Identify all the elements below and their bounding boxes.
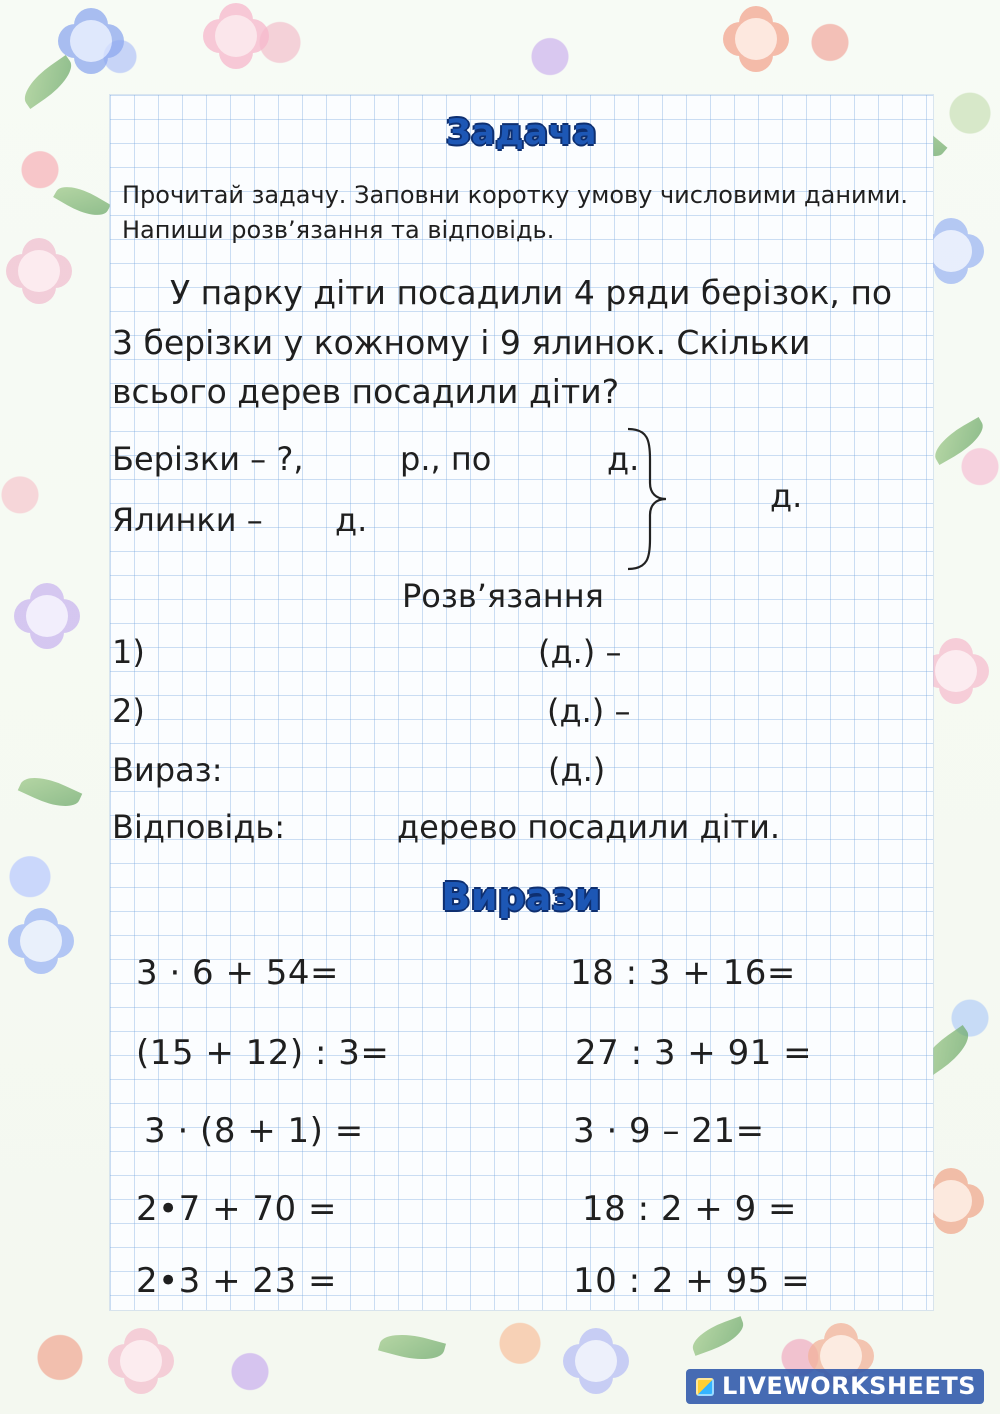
liveworksheets-logo — [686, 1369, 984, 1404]
trees-unit-birch: д. — [607, 440, 640, 478]
flower-decoration — [930, 230, 972, 272]
flower-decoration — [18, 250, 60, 292]
total-unit: д. — [770, 477, 803, 515]
flower-decoration — [20, 920, 62, 962]
liveworksheets-logo-icon — [696, 1378, 714, 1396]
answer-text: дерево посадили діти. — [397, 808, 781, 846]
expression-label: Вираз: — [112, 751, 223, 789]
right-expression-1: 18 : 3 + 16= — [570, 953, 796, 993]
flower-decoration — [735, 18, 777, 60]
leaf-decoration — [53, 178, 111, 224]
expression-unit: (д.) — [548, 751, 606, 789]
problem-text — [112, 268, 922, 417]
right-expression-4: 18 : 2 + 9 = — [582, 1189, 797, 1229]
problem-sentence: У парку діти посадили 4 ряди берізок, по 3 берізки у кожному і 9 ялинок. Скільки всього дерев посадили діти? — [112, 273, 893, 411]
total-brace — [620, 425, 670, 573]
leaf-decoration — [17, 55, 80, 109]
graph-paper-sheet — [110, 95, 933, 1310]
instruction-text: Прочитай задачу. Заповни коротку умову числовими даними. Напиши розв’язання та відповідь. — [122, 181, 908, 244]
step-one-unit: (д.) – — [538, 633, 622, 671]
left-expression-5: 2•3 + 23 = — [136, 1261, 337, 1301]
left-expression-2: (15 + 12) : 3= — [136, 1033, 390, 1073]
step-one-label: 1) — [112, 633, 145, 671]
rows-label: р., по — [400, 440, 492, 478]
task-title: Задача — [445, 113, 597, 153]
flower-decoration — [26, 595, 68, 637]
trees-unit-fir: д. — [335, 501, 368, 539]
leaf-decoration — [378, 1327, 446, 1367]
left-expression-4: 2•7 + 70 = — [136, 1189, 337, 1229]
flower-decoration — [120, 1340, 162, 1382]
left-expression-1: 3 · 6 + 54= — [136, 953, 340, 993]
flower-decoration — [575, 1340, 617, 1382]
birch-label: Берізки – ?, — [112, 440, 304, 478]
liveworksheets-brand: LIVEWORKSHEETS — [722, 1372, 976, 1400]
step-two-label: 2) — [112, 692, 145, 730]
leaf-decoration — [928, 417, 989, 465]
brace-shape — [628, 429, 666, 569]
right-expression-5: 10 : 2 + 95 = — [573, 1261, 811, 1301]
right-expression-2: 27 : 3 + 91 = — [575, 1033, 813, 1073]
solution-heading: Розв’язання — [402, 577, 604, 615]
leaf-decoration — [18, 768, 83, 815]
answer-label: Відповідь: — [112, 808, 285, 846]
flower-decoration — [70, 20, 112, 62]
flower-decoration — [215, 15, 257, 57]
fir-label: Ялинки – — [112, 501, 263, 539]
expressions-title: Вирази — [441, 875, 602, 919]
flower-decoration — [935, 650, 977, 692]
flower-decoration — [930, 1180, 972, 1222]
right-expression-3: 3 · 9 – 21= — [573, 1111, 765, 1151]
leaf-decoration — [688, 1316, 748, 1356]
left-expression-3: 3 · (8 + 1) = — [144, 1111, 364, 1151]
step-two-unit: (д.) – — [547, 692, 631, 730]
